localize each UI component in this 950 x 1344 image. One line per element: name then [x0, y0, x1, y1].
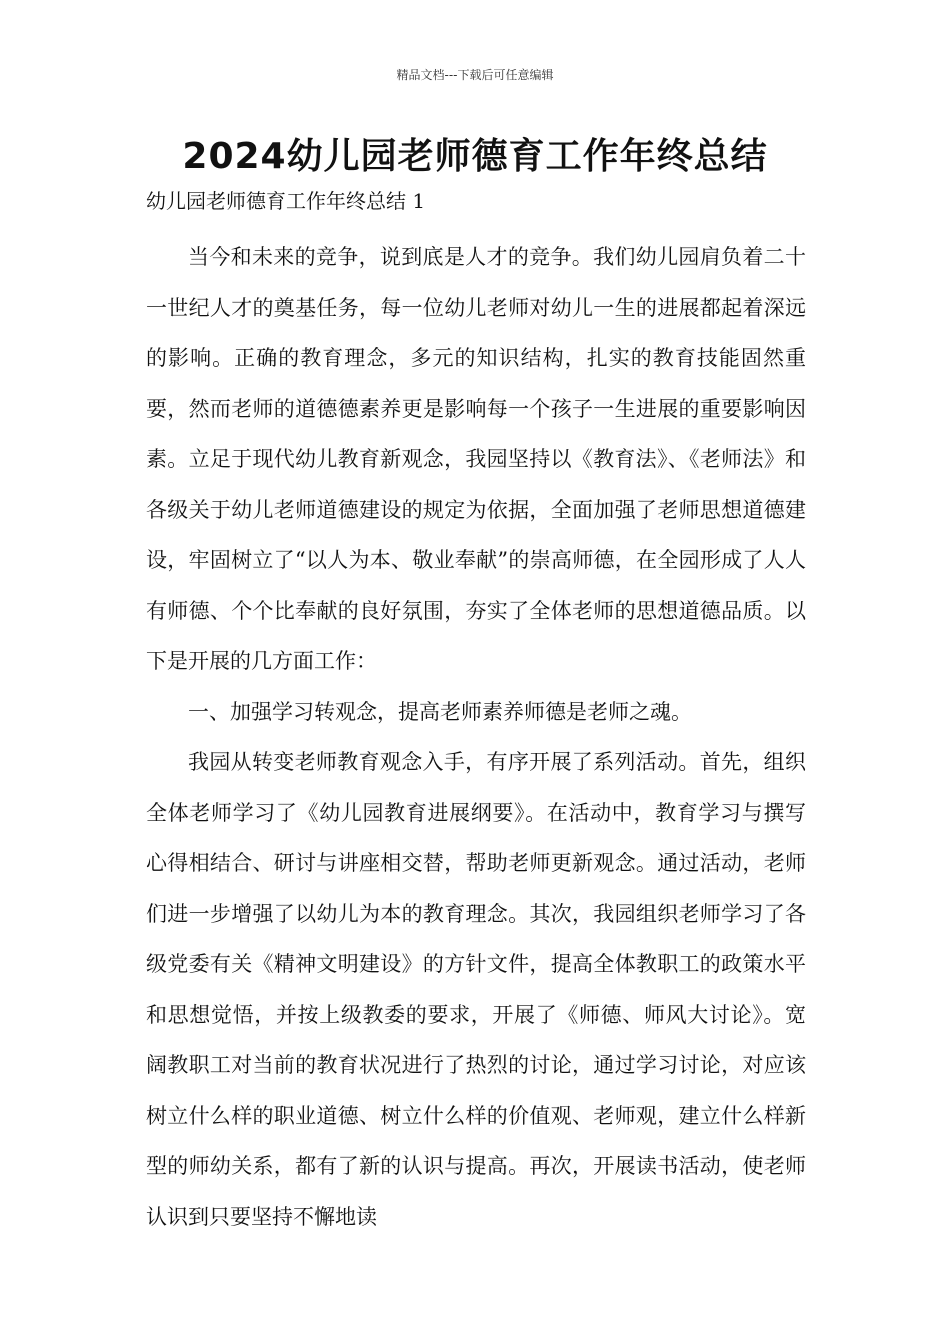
header-note: 精品文档---下载后可任意编辑 [396, 68, 554, 82]
document-title: 2024幼儿园老师德育工作年终总结 [182, 136, 768, 177]
paragraph-section-1: 我园从转变老师教育观念入手，有序开展了系列活动。首先，组织全体老师学习了《幼儿园教育进展纲要》。在活动中，教育学习与撰写心得相结合、研讨与讲座相交替，帮助老师更新观念。通过活动，老师们进一步增强了以幼儿为本的教育理念。其次，我园组织老师学习了各级党委有关《精神文明建设》的方针文件，提高全体教职工的政策水平和思想觉悟，并按上级教委的要求，开展了《师德、师风大讨论》。宽阔教职工对当前的教育状况进行了热烈的讨论，通过学习讨论，对应该树立什么样的职业道德、树立什么样的价值观、老师观，建立什么样新型的师幼关系，都有了新的认识与提高。再次，开展读书活动，使老师认识到只要坚持不懈地读 [146, 750, 806, 1229]
section-heading-1: 一、加强学习转观念，提高老师素养师德是老师之魂。 [188, 699, 692, 724]
paragraph-intro: 当今和未来的竞争，说到底是人才的竞争。我们幼儿园肩负着二十一世纪人才的奠基任务，每一位幼儿老师对幼儿一生的进展都起着深远的影响。正确的教育理念，多元的知识结构，扎实的教育技能固然重要，然而老师的道德德素养更是影响每一个孩子一生进展的重要影响因素。立足于现代幼儿教育新观念，我园坚持以《教育法》、《老师法》和各级关于幼儿老师道德建设的规定为依据，全面加强了老师思想道德建设，牢固树立了“以人为本、敬业奉献”的崇高师德，在全园形成了人人有师德、个个比奉献的良好氛围，夯实了全体老师的思想道德品质。以下是开展的几方面工作： [146, 245, 806, 673]
document-body [146, 232, 806, 1242]
document-subtitle: 幼儿园老师德育工作年终总结 1 [146, 189, 426, 213]
